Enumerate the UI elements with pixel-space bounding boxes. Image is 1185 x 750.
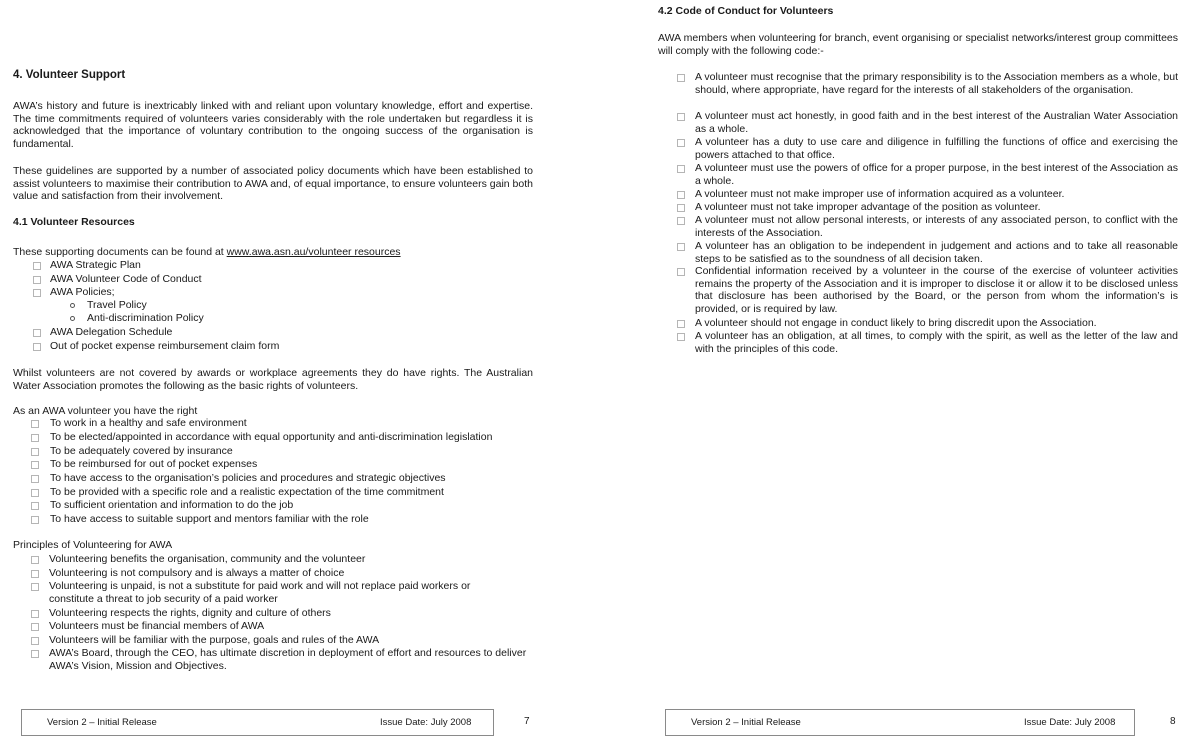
bullet-box-icon [677, 217, 685, 225]
bullet-box-icon [31, 502, 39, 510]
list-item: A volunteer must recognise that the primary responsibility is to the Association members as a whole, but should, where appropriate, have regard for the interests of all stakeholders of the organisation. [695, 71, 1178, 96]
list-item: To work in a healthy and safe environment [50, 417, 247, 429]
bullet-box-icon [31, 434, 39, 442]
list-item: AWA’s Board, through the CEO, has ultimate discretion in deployment of effort and resources to deliver AWA’s Vision, Mission and Objectives. [49, 647, 527, 672]
page-number: 8 [1170, 716, 1176, 727]
list-item: A volunteer has an obligation, at all times, to comply with the spirit, as well as the letter of the law and with the principles of this code. [695, 330, 1178, 355]
list-item: To have access to suitable support and mentors familiar with the role [50, 513, 369, 525]
bullet-box-icon [677, 320, 685, 328]
bullet-box-icon [677, 74, 685, 82]
bullet-box-icon [31, 583, 39, 591]
bullet-box-icon [33, 343, 41, 351]
list-item: A volunteer must not make improper use of information acquired as a volunteer. [695, 188, 1065, 200]
bullet-box-icon [677, 333, 685, 341]
bullet-box-icon [33, 262, 41, 270]
bullet-box-icon [31, 623, 39, 631]
list-item: Volunteering is unpaid, is not a substitute for paid work and will not replace paid workers or constitute a threat to job security of a paid worker [49, 580, 471, 605]
bullet-box-icon [31, 516, 39, 524]
footer-issue-date: Issue Date: July 2008 [380, 717, 472, 728]
list-item: AWA Policies; [50, 286, 115, 298]
list-item: A volunteer must not take improper advantage of the position as volunteer. [695, 201, 1041, 213]
list-item: AWA Delegation Schedule [50, 326, 173, 338]
footer-version: Version 2 – Initial Release [691, 717, 801, 728]
page-8 [592, 0, 1185, 750]
list-item: A volunteer should not engage in conduct likely to bring discredit upon the Association. [695, 317, 1097, 329]
page-number: 7 [524, 716, 530, 727]
page-7 [0, 0, 592, 750]
list-item: To sufficient orientation and information to do the job [50, 499, 294, 511]
bullet-box-icon [33, 276, 41, 284]
docs-intro [13, 246, 401, 259]
section-heading-code-of-conduct: 4.2 Code of Conduct for Volunteers [658, 5, 834, 17]
bullet-circle-icon [70, 303, 75, 308]
subheading-volunteer-resources: 4.1 Volunteer Resources [13, 216, 135, 228]
bullet-box-icon [31, 448, 39, 456]
list-item: A volunteer must not allow personal interests, or interests of any associated person, to conflict with the interests of the Association. [695, 214, 1178, 239]
list-item: To be adequately covered by insurance [50, 445, 233, 457]
bullet-box-icon [677, 243, 685, 251]
bullet-box-icon [677, 268, 685, 276]
rights-intro: As an AWA volunteer you have the right [13, 405, 198, 417]
list-item: A volunteer has a duty to use care and diligence in fulfilling the functions of office and exercising the powers attached to that office. [695, 136, 1178, 161]
section-heading-volunteer-support: 4. Volunteer Support [13, 69, 126, 81]
bullet-box-icon [31, 610, 39, 618]
list-item: Volunteering benefits the organisation, community and the volunteer [49, 553, 366, 565]
list-item: To be elected/appointed in accordance with equal opportunity and anti-discrimination legislation [50, 431, 493, 443]
bullet-box-icon [31, 637, 39, 645]
bullet-box-icon [31, 475, 39, 483]
list-item: A volunteer has an obligation to be independent in judgement and actions and to take all reasonable steps to be satisfied as to the soundness of all decision taken. [695, 240, 1178, 265]
list-item: Travel Policy [87, 299, 147, 311]
list-item: Anti-discrimination Policy [87, 312, 204, 324]
guidelines-paragraph: These guidelines are supported by a number of associated policy documents which have been established to assist volunteers to maximise their contribution to AWA and, of equal importance, to ensure volunteers gain both value and satisfaction from their involvement. [13, 165, 533, 203]
bullet-box-icon [33, 289, 41, 297]
list-item: Out of pocket expense reimbursement claim form [50, 340, 280, 352]
footer-version: Version 2 – Initial Release [47, 717, 157, 728]
bullet-box-icon [31, 570, 39, 578]
list-item: Volunteers will be familiar with the purpose, goals and rules of the AWA [49, 634, 380, 646]
bullet-box-icon [31, 489, 39, 497]
list-item: Volunteering is not compulsory and is always a matter of choice [49, 567, 345, 579]
intro-paragraph: AWA’s history and future is inextricably linked with and reliant upon voluntary knowledge, effort and expertise. The time commitments required of volunteers varies considerably with the role undertaken but regardless it is acknowledged that the importance of voluntary contribution to the ongoing success of the organisation is fundamental. [13, 100, 533, 150]
bullet-box-icon [677, 165, 685, 173]
code-intro-paragraph: AWA members when volunteering for branch, event organising or specialist networks/interest group committees will comply with the following code:- [658, 32, 1178, 57]
list-item: Confidential information received by a volunteer in the course of the exercise of volunteer activities remains the property of the Association and it is improper to disclose it or allow it to be disclosed unless that disclosure has been authorised by the Board, or the person from whom the information’s is provided, or is required by law. [695, 265, 1178, 315]
bullet-box-icon [31, 556, 39, 564]
bullet-circle-icon [70, 316, 75, 321]
bullet-box-icon [31, 461, 39, 469]
bullet-box-icon [677, 139, 685, 147]
page-footer [665, 709, 1135, 736]
bullet-box-icon [31, 420, 39, 428]
docs-intro-text: These supporting documents can be found at [13, 246, 227, 258]
volunteer-resources-link[interactable]: www.awa.asn.au/volunteer resources [226, 246, 401, 258]
rights-paragraph: Whilst volunteers are not covered by awards or workplace agreements they do have rights. The Australian Water Association promotes the following as the basic rights of volunteers. [13, 367, 533, 392]
bullet-box-icon [677, 191, 685, 199]
bullet-box-icon [31, 650, 39, 658]
bullet-box-icon [33, 329, 41, 337]
list-item: To have access to the organisation’s policies and procedures and strategic objectives [50, 472, 446, 484]
principles-intro: Principles of Volunteering for AWA [13, 539, 173, 551]
list-item: To be provided with a specific role and a realistic expectation of the time commitment [50, 486, 444, 498]
page-footer [21, 709, 494, 736]
list-item: Volunteers must be financial members of AWA [49, 620, 265, 632]
list-item: AWA Volunteer Code of Conduct [50, 273, 202, 285]
bullet-box-icon [677, 204, 685, 212]
list-item: To be reimbursed for out of pocket expenses [50, 458, 258, 470]
bullet-box-icon [677, 113, 685, 121]
list-item: Volunteering respects the rights, dignity and culture of others [49, 607, 331, 619]
list-item: A volunteer must act honestly, in good faith and in the best interest of the Australian Water Association as a whole. [695, 110, 1178, 135]
list-item: AWA Strategic Plan [50, 259, 141, 271]
footer-issue-date: Issue Date: July 2008 [1024, 717, 1116, 728]
list-item: A volunteer must use the powers of office for a proper purpose, in the best interest of the Association as a whole. [695, 162, 1178, 187]
